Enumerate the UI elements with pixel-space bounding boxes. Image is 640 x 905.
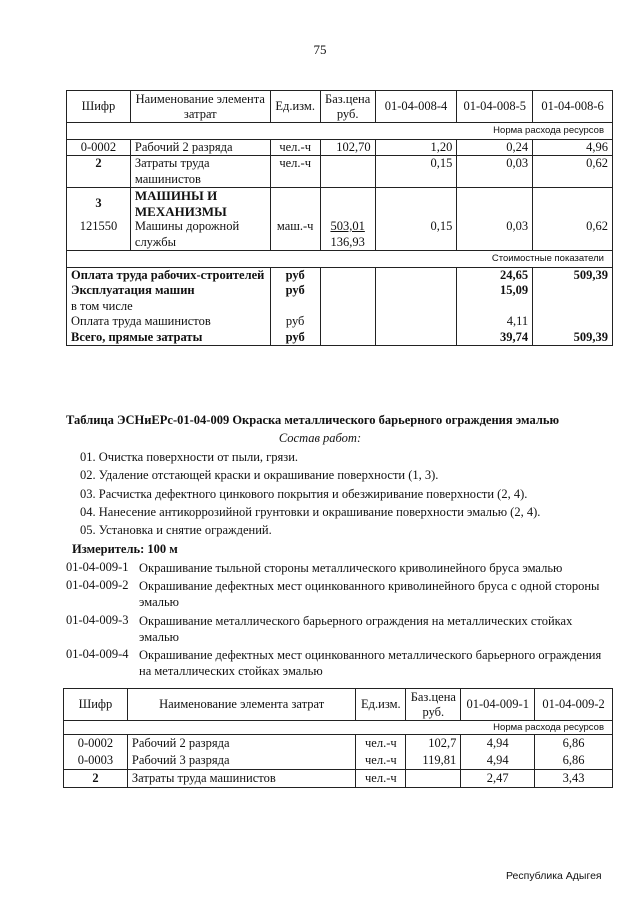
cell-value: 0,62 — [533, 219, 613, 251]
cost-value: 24,65 — [457, 267, 533, 283]
header-price: Баз.цена руб. — [320, 91, 375, 123]
cell-value: 1,20 — [375, 139, 457, 156]
cost-row — [67, 314, 613, 330]
header-col-2: 01-04-009-2 — [535, 689, 613, 721]
cell-value: 0,03 — [457, 219, 533, 251]
table-row — [67, 156, 613, 188]
cell-value: 4,96 — [533, 139, 613, 156]
cell-code: 2 — [67, 156, 131, 188]
stoim-label: Стоимостные показатели — [67, 251, 613, 268]
resource-table-009 — [63, 688, 613, 788]
cost-value: 15,09 — [457, 283, 533, 299]
header-code: Шифр — [64, 689, 128, 721]
cost-unit: руб — [270, 330, 320, 346]
cost-value — [533, 314, 613, 330]
header-unit: Ед.изм. — [270, 91, 320, 123]
stoim-row — [67, 251, 613, 268]
meter-label: Измеритель: 100 м — [72, 542, 178, 556]
cell-unit: чел.-ч — [270, 139, 320, 156]
cell-value: 3,43 — [535, 770, 613, 788]
header-unit: Ед.изм. — [356, 689, 406, 721]
table-row — [64, 735, 613, 753]
cell-price — [406, 770, 461, 788]
cell-price: 119,81 — [406, 752, 461, 770]
cell-value: 0,15 — [375, 219, 457, 251]
header-name: Наименование элемента затрат — [130, 91, 270, 123]
table-header-row — [64, 689, 613, 721]
norma-label: Норма расхода ресурсов — [64, 721, 613, 735]
cell-value: 0,15 — [375, 156, 457, 188]
works-subtitle: Состав работ: — [278, 431, 362, 445]
cell-value: 4,94 — [461, 735, 535, 753]
measure-text: Окрашивание металлического барьерного ограждения на металлических стойках эмалью — [139, 614, 573, 644]
measure-code: 01-04-009-2 — [66, 578, 129, 592]
cell-code: 0-0002 — [64, 735, 128, 753]
cell-name: Рабочий 2 разряда — [127, 735, 355, 753]
norma-label: Норма расхода ресурсов — [67, 123, 613, 140]
cell-name: Рабочий 3 разряда — [127, 752, 355, 770]
cell-code: 0-0002 — [67, 139, 131, 156]
cost-row — [67, 267, 613, 283]
measure-code: 01-04-009-4 — [66, 647, 129, 661]
cost-name: Всего, прямые затраты — [67, 330, 271, 346]
cell-value: 2,47 — [461, 770, 535, 788]
cell-value: 6,86 — [535, 752, 613, 770]
cell-name: Затраты труда машинистов — [127, 770, 355, 788]
page-number: 75 — [313, 42, 327, 57]
table-row — [67, 219, 613, 251]
cost-value: 509,39 — [533, 267, 613, 283]
header-col-2: 01-04-008-5 — [457, 91, 533, 123]
work-item: 02. Удаление отстающей краски и окрашивание поверхности (1, 3). — [80, 468, 439, 482]
cell-name: Затраты труда машинистов — [130, 156, 270, 188]
norma-row — [64, 721, 613, 735]
cell-value: 0,24 — [457, 139, 533, 156]
cell-price: 102,70 — [320, 139, 375, 156]
price-value: 503,01 — [330, 219, 365, 233]
cost-value — [533, 283, 613, 299]
measure-text: Окрашивание дефектных мест оцинкованного криволинейного бруса с одной стороны эмалью — [139, 579, 600, 609]
cost-value: 39,74 — [457, 330, 533, 346]
cell-value: 4,94 — [461, 752, 535, 770]
measure-text: Окрашивание дефектных мест оцинкованного металлического барьерного ограждения на металлических стойках эмалью — [139, 648, 602, 678]
section-title: Таблица ЭСНиЕРс-01-04-009 Окраска металлического барьерного ограждения эмалью — [66, 413, 560, 427]
header-col-1: 01-04-009-1 — [461, 689, 535, 721]
header-name: Наименование элемента затрат — [127, 689, 355, 721]
cell-code: 3 — [67, 188, 131, 220]
cost-row — [67, 330, 613, 346]
measure-code: 01-04-009-1 — [66, 560, 129, 574]
cell-price — [320, 156, 375, 188]
cell-code: 121550 — [67, 219, 131, 251]
cost-name: в том числе — [67, 299, 271, 315]
cell-value: 6,86 — [535, 735, 613, 753]
footer-region: Республика Адыгея — [506, 870, 602, 882]
table-header-row — [67, 91, 613, 123]
table-row — [67, 188, 613, 220]
header-code: Шифр — [67, 91, 131, 123]
table-row — [64, 752, 613, 770]
cell-name: Машины дорожной службы — [130, 219, 270, 251]
cell-price — [320, 219, 375, 251]
cost-unit: руб — [270, 267, 320, 283]
work-item: 03. Расчистка дефектного цинкового покрытия и обезжиривание поверхности (2, 4). — [80, 487, 528, 501]
cost-unit: руб — [270, 283, 320, 299]
cell-unit: чел.-ч — [356, 735, 406, 753]
work-item: 04. Нанесение антикоррозийной грунтовки и окрашивание поверхности эмалью (2, 4). — [80, 505, 541, 519]
resource-table-008 — [66, 90, 613, 346]
cost-unit: руб — [270, 314, 320, 330]
price-value-2: 136,93 — [330, 234, 365, 249]
cell-unit: чел.-ч — [270, 156, 320, 188]
measure-code: 01-04-009-3 — [66, 613, 129, 627]
cost-value: 509,39 — [533, 330, 613, 346]
cost-value: 4,11 — [457, 314, 533, 330]
cell-name: Рабочий 2 разряда — [130, 139, 270, 156]
cell-value: 0,62 — [533, 156, 613, 188]
cell-price: 102,7 — [406, 735, 461, 753]
cell-unit: чел.-ч — [356, 752, 406, 770]
measure-text: Окрашивание тыльной стороны металлического криволинейного бруса эмалью — [139, 561, 563, 575]
header-col-3: 01-04-008-6 — [533, 91, 613, 123]
cell-unit: маш.-ч — [270, 219, 320, 251]
cost-name: Оплата труда машинистов — [67, 314, 271, 330]
table-row — [64, 770, 613, 788]
cost-row — [67, 299, 613, 315]
cell-code: 2 — [64, 770, 128, 788]
cost-name: Эксплуатация машин — [67, 283, 271, 299]
cell-unit: чел.-ч — [356, 770, 406, 788]
cost-row — [67, 283, 613, 299]
cell-value: 0,03 — [457, 156, 533, 188]
work-item: 01. Очистка поверхности от пыли, грязи. — [80, 450, 299, 464]
work-item: 05. Установка и снятие ограждений. — [80, 523, 272, 537]
norma-row — [67, 123, 613, 140]
cell-code: 0-0003 — [64, 752, 128, 770]
table-row — [67, 139, 613, 156]
cell-section-name: МАШИНЫ И МЕХАНИЗМЫ — [130, 188, 270, 220]
header-price: Баз.цена руб. — [406, 689, 461, 721]
cost-name: Оплата труда рабочих-строителей — [67, 267, 271, 283]
header-col-1: 01-04-008-4 — [375, 91, 457, 123]
